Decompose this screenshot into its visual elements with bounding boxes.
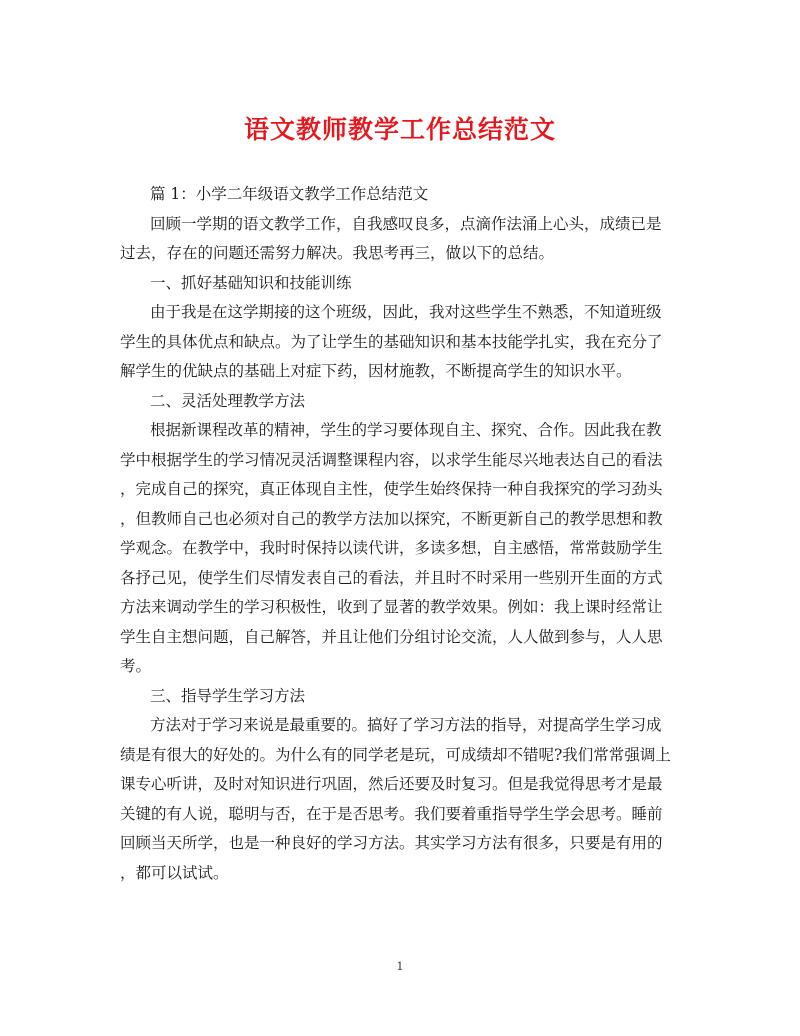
section-heading: 二、灵活处理教学方法 [150,391,306,410]
paragraph-line: 方法来调动学生的学习积极性，收到了显著的教学效果。例如：我上课时经常让 [120,598,663,616]
paragraph-line: 过去，存在的问题还需努力解决。我思考再三，做以下的总结。 [120,244,555,262]
paragraph-line: 绩是有很大的好处的。为什么有的同学老是玩，可成绩却不错呢?我们常常强调上 [120,745,671,764]
paragraph-line: ，完成自己的探究，真正体现自主性，使学生始终保持一种自我探究的学习劲头 [120,480,663,498]
paragraph-line: 各抒己见，使学生们尽情发表自己的看法，并且时不时采用一些别开生面的方式 [120,568,663,587]
paragraph-line: ，都可以试试。 [120,863,229,882]
paragraph-line: 学生自主想问题，自己解答，并且让他们分组讨论交流，人人做到参与，人人思 [120,627,663,646]
page-number: 1 [396,960,404,973]
paragraph-line: 由于我是在这学期接的这个班级，因此，我对这些学生不熟悉，不知道班级 [150,303,662,321]
paragraph-line: 解学生的优缺点的基础上对症下药，因材施教，不断提高学生的知识水平。 [120,362,632,380]
paragraph-line: 根据新课程改革的精神，学生的学习要体现自主、探究、合作。因此我在教 [150,421,662,439]
section-heading: 一、抓好基础知识和技能训练 [150,273,352,292]
paragraph-line: 考。 [120,657,152,675]
document-title: 语文教师教学工作总结范文 [243,115,556,144]
paragraph-line: 学观念。在教学中，我时时保持以读代讲，多读多想，自主感悟，常常鼓励学生 [120,539,663,557]
paragraph-line: 回顾一学期的语文教学工作，自我感叹良多，点滴作法涌上心头，成绩已是 [150,214,662,233]
paragraph-line: 关键的有人说，聪明与否，在于是否思考。我们要着重指导学生学会思考。睡前 [120,804,663,823]
paragraph-line: 回顾当天所学，也是一种良好的学习方法。其实学习方法有很多，只要是有用的 [120,834,663,852]
paragraph-line: 学中根据学生的学习情况灵活调整课程内容，以求学生能尽兴地表达自己的看法 [120,450,663,469]
paragraph-line: ，但教师自己也必须对自己的教学方法加以探究，不断更新自己的教学思想和教 [120,509,663,528]
paragraph-line: 学生的具体优点和缺点。为了让学生的基础知识和基本技能学扎实，我在充分了 [120,332,663,351]
section-heading: 三、指导学生学习方法 [150,686,306,705]
document-body [120,180,685,888]
paragraph-line: 方法对于学习来说是最重要的。搞好了学习方法的指导，对提高学生学习成 [150,716,662,734]
paragraph-line: 课专心听讲，及时对知识进行巩固，然后还要及时复习。但是我觉得思考才是最 [120,775,663,793]
section-heading: 篇 1：小学二年级语文教学工作总结范文 [150,185,429,203]
